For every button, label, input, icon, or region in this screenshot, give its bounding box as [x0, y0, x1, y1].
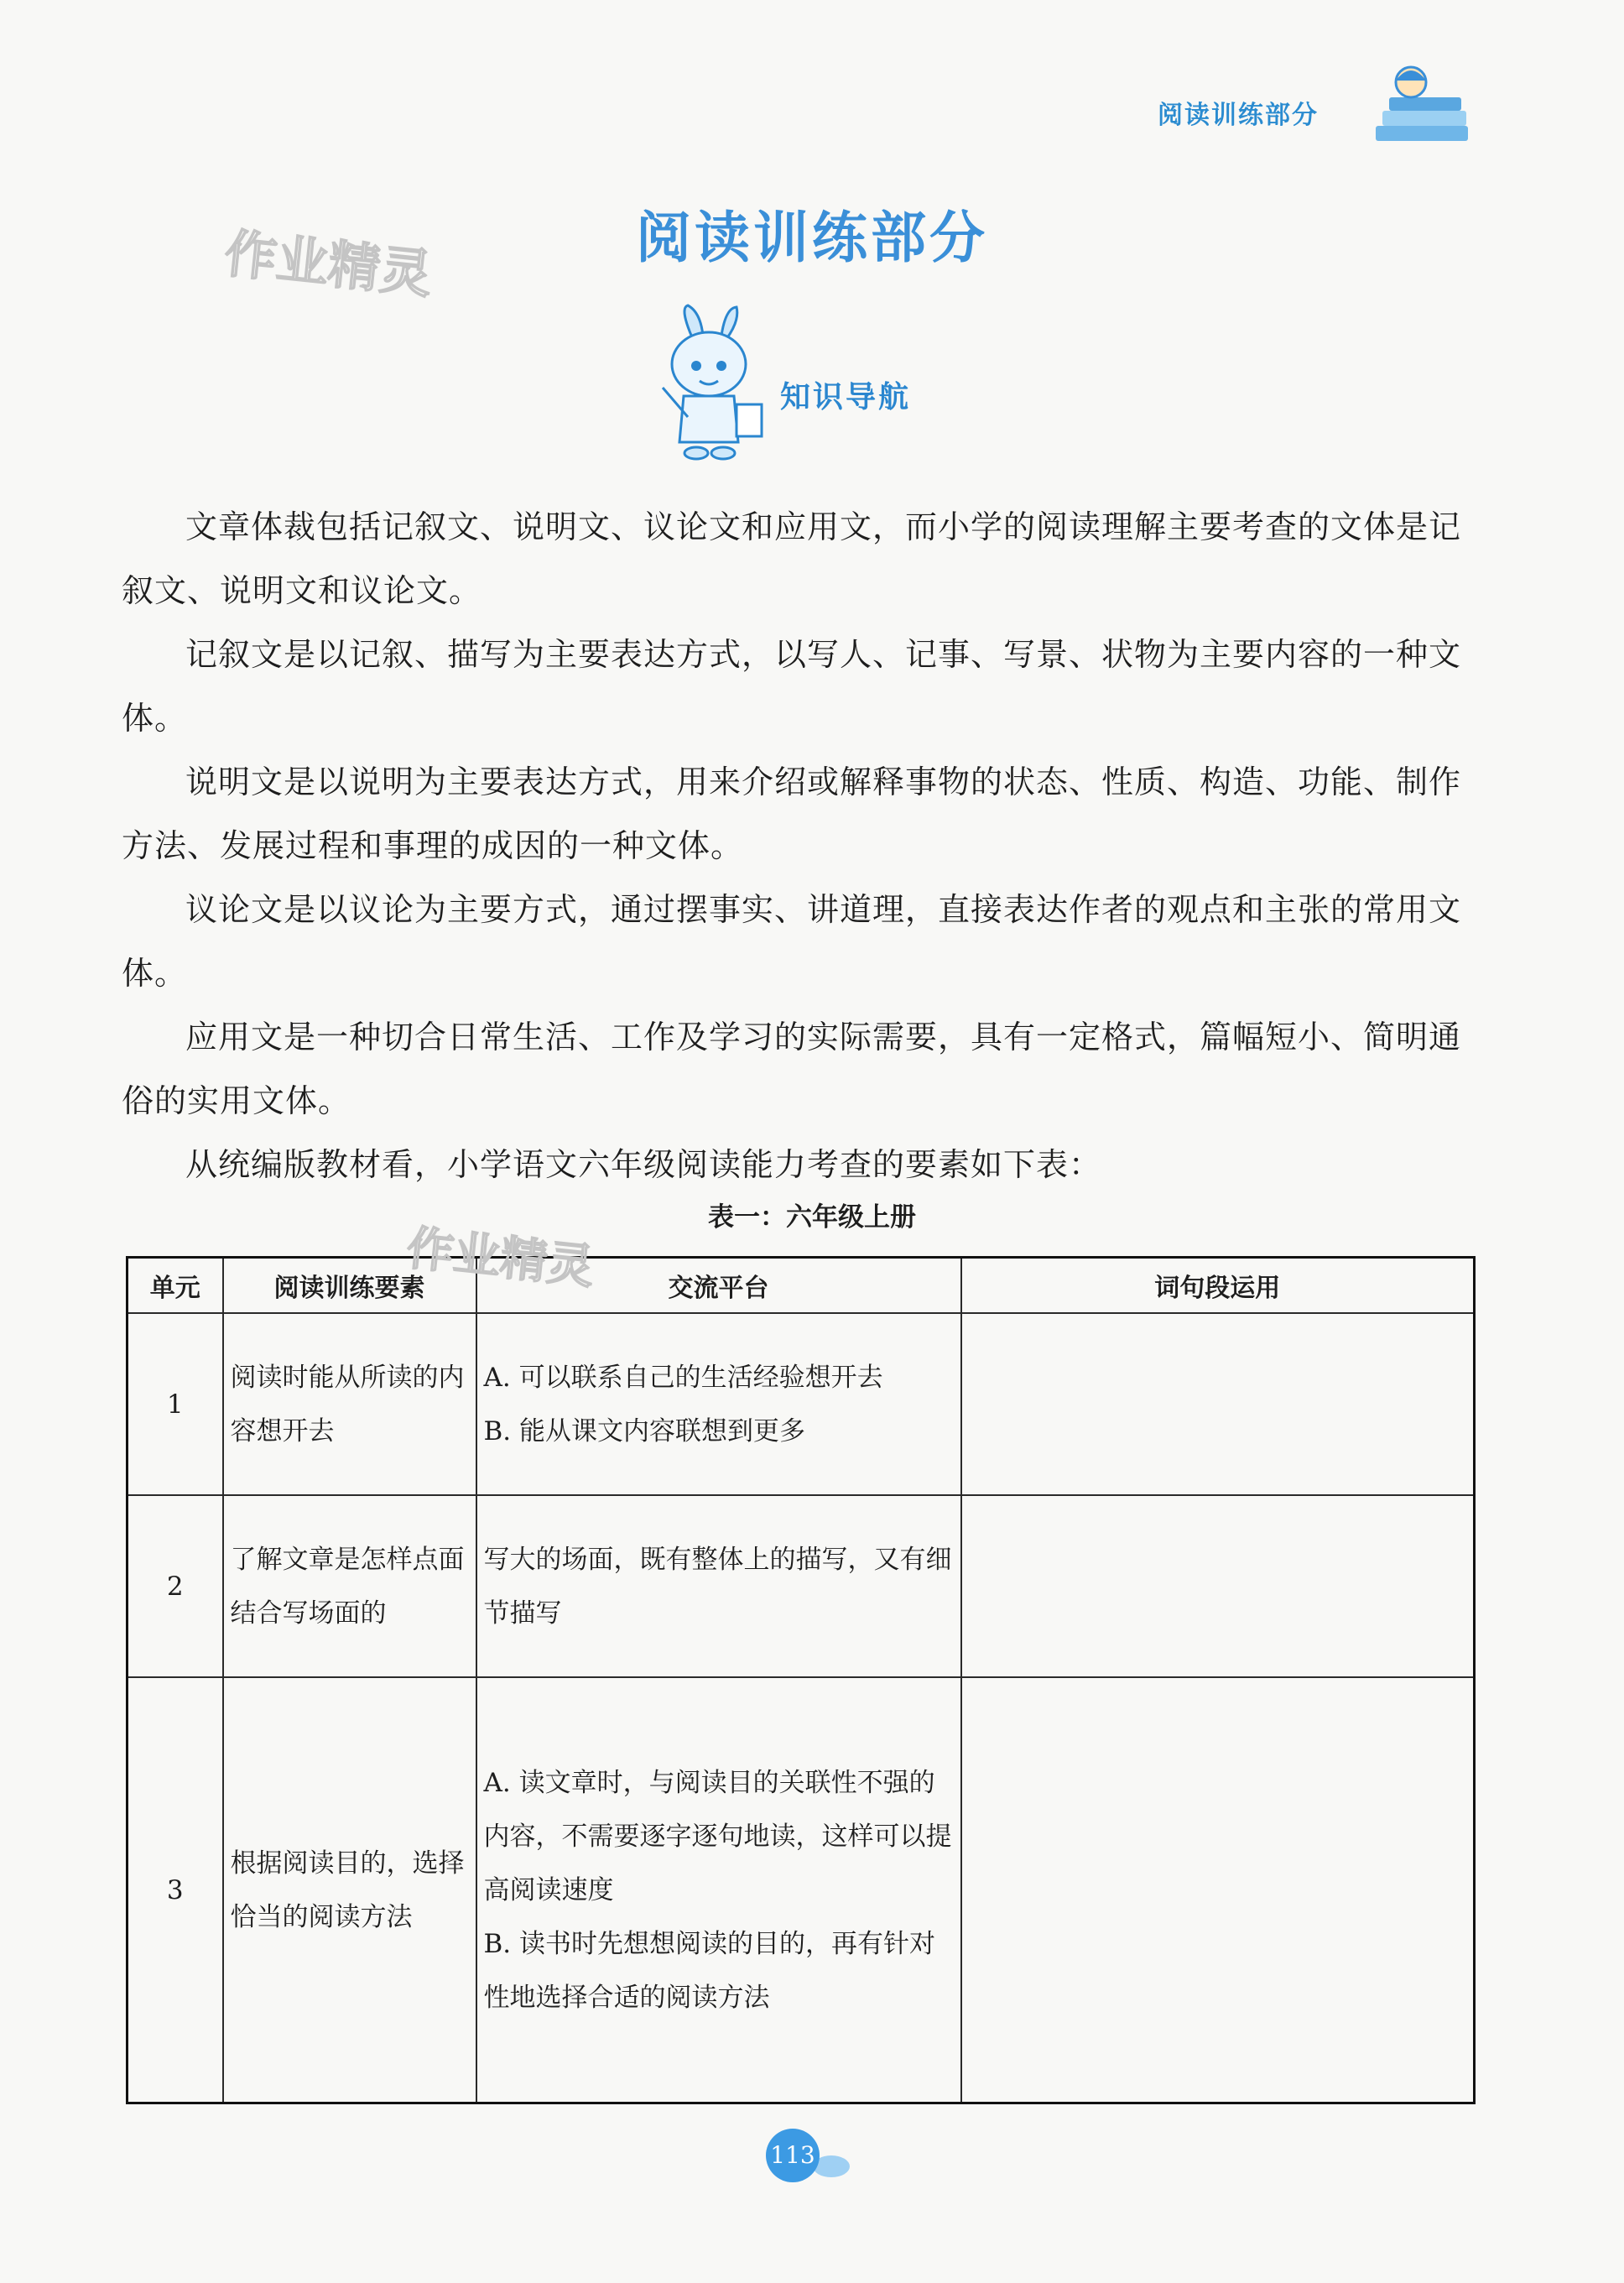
cell-element: 了解文章是怎样点面结合写场面的 — [223, 1495, 476, 1677]
paragraph: 从统编版教材看，小学语文六年级阅读能力考查的要素如下表： — [185, 1146, 1102, 1183]
header-platform: 交流平台 — [476, 1258, 961, 1314]
cell-unit: 2 — [128, 1495, 223, 1677]
platform-point: A. 可以联系自己的生活经验想开去 — [483, 1362, 883, 1393]
table-caption: 表一：六年级上册 — [708, 1202, 916, 1233]
mascot-icon — [646, 304, 772, 463]
header-usage: 词句段运用 — [961, 1258, 1475, 1314]
platform-point: B. 能从课文内容联想到更多 — [483, 1415, 805, 1446]
cell-platform — [476, 1495, 961, 1677]
cell-element: 根据阅读目的，选择恰当的阅读方法 — [223, 1677, 476, 2103]
cell-unit: 1 — [128, 1313, 223, 1495]
table-row — [128, 1495, 1475, 1677]
table-header-row — [128, 1258, 1475, 1314]
cell-element: 阅读时能从所读的内容想开去 — [223, 1313, 476, 1495]
knowledge-nav-label: 知识导航 — [780, 380, 912, 414]
paragraph: 议论文是以议论为主要方式，通过摆事实、讲道理，直接表达作者的观点和主张的常用文体。 — [122, 891, 1462, 992]
page-title: 阅读训练部分 — [636, 206, 988, 270]
platform-point: 写大的场面，既有整体上的描写，又有细节描写 — [483, 1544, 952, 1629]
cell-platform — [476, 1677, 961, 2103]
header-element: 阅读训练要素 — [223, 1258, 476, 1314]
cell-unit: 3 — [128, 1677, 223, 2103]
watermark: 作业精灵 — [221, 222, 435, 305]
page-number: 113 — [766, 2129, 820, 2182]
cell-usage — [961, 1313, 1475, 1495]
cell-usage — [961, 1495, 1475, 1677]
cell-usage — [961, 1677, 1475, 2103]
paragraph: 应用文是一种切合日常生活、工作及学习的实际需要，具有一定格式，篇幅短小、简明通俗的实用文体。 — [122, 1019, 1462, 1119]
platform-point: A. 读文章时，与阅读目的关联性不强的内容，不需要逐字逐句地读，这样可以提高阅读速度 — [483, 1767, 952, 1905]
watermark: 作业精灵 — [403, 1221, 597, 1295]
header-section-label: 阅读训练部分 — [1158, 101, 1319, 130]
table-row — [128, 1677, 1475, 2103]
platform-point: B. 读书时先想想阅读的目的，再有针对性地选择合适的阅读方法 — [483, 1928, 935, 2013]
reading-elements-table — [126, 1256, 1476, 2104]
paragraph: 记叙文是以记叙、描写为主要表达方式，以写人、记事、写景、状物为主要内容的一种文体。 — [122, 636, 1462, 737]
paragraph: 文章体裁包括记叙文、说明文、议论文和应用文，而小学的阅读理解主要考查的文体是记叙文、说明文和议论文。 — [122, 508, 1462, 609]
cell-platform — [476, 1313, 961, 1495]
paragraph: 说明文是以说明为主要表达方式，用来介绍或解释事物的状态、性质、构造、功能、制作方法、发展过程和事理的成因的一种文体。 — [122, 764, 1462, 864]
table-row — [128, 1313, 1475, 1495]
header-unit: 单元 — [128, 1258, 223, 1314]
books-icon — [1359, 59, 1476, 151]
